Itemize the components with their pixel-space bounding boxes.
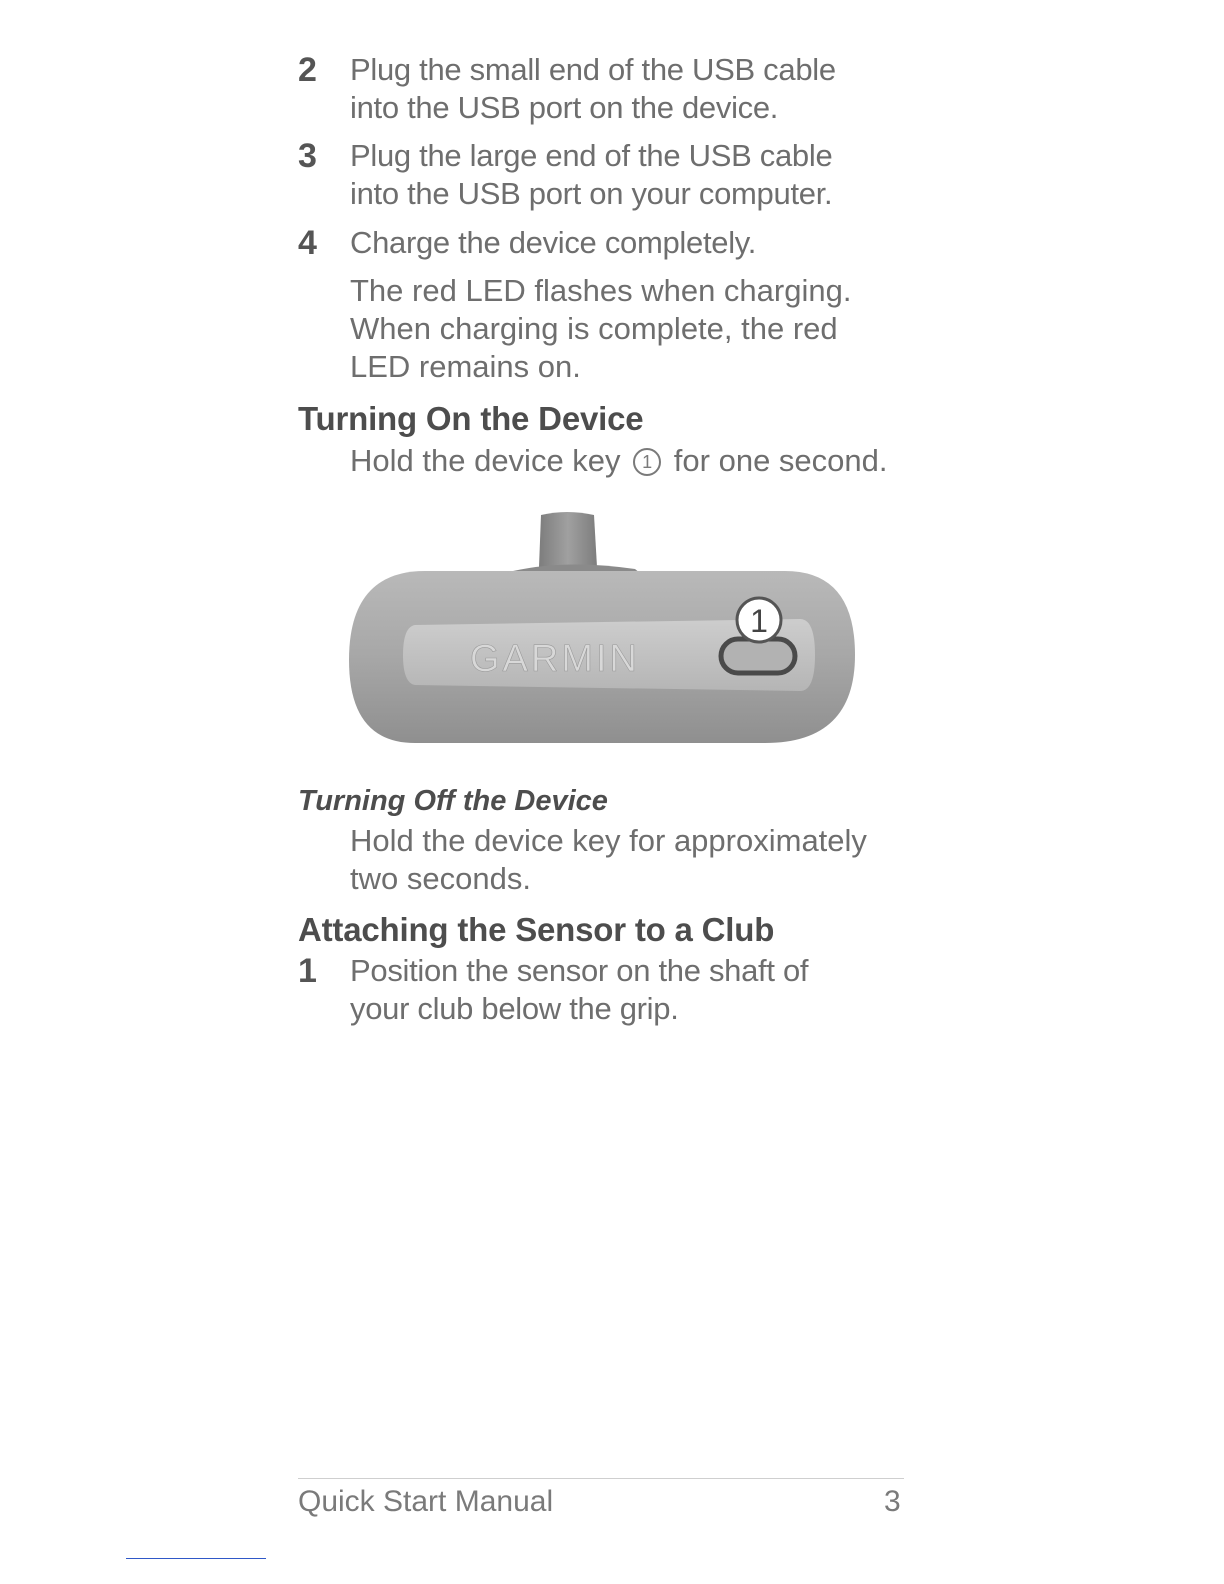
section-heading-attaching: Attaching the Sensor to a Club bbox=[298, 911, 775, 948]
instruction-text-before: Hold the device key bbox=[350, 443, 621, 478]
section-heading-turning-on: Turning On the Device bbox=[298, 400, 644, 437]
step-number: 3 bbox=[298, 137, 317, 175]
step-text: Plug the small end of the USB cable into the USB port on the device. bbox=[350, 52, 836, 125]
charging-note: The red LED flashes when charging. When charging is complete, the red LED remains on. bbox=[350, 273, 852, 384]
callout-1-icon: 1 bbox=[633, 448, 661, 476]
device-illustration bbox=[345, 505, 860, 755]
footer-title: Quick Start Manual bbox=[298, 1485, 554, 1518]
attach-step-1 bbox=[298, 952, 918, 1028]
step-text: Charge the device completely. bbox=[350, 225, 757, 260]
corner-divider bbox=[126, 1558, 266, 1559]
step-number: 2 bbox=[298, 51, 317, 89]
step-3 bbox=[298, 137, 918, 213]
step-text: Position the sensor on the shaft of your club below the grip. bbox=[350, 953, 809, 1026]
step-number: 4 bbox=[298, 224, 317, 262]
page-number: 3 bbox=[884, 1485, 901, 1518]
brand-logo: GARMIN bbox=[470, 638, 640, 680]
instruction-text-after: for one second. bbox=[673, 443, 888, 478]
footer-divider bbox=[298, 1478, 904, 1479]
step-number: 1 bbox=[298, 952, 317, 990]
step-2 bbox=[298, 51, 918, 127]
callout-1-label: 1 bbox=[750, 603, 768, 639]
step-text: Plug the large end of the USB cable into the USB port on your computer. bbox=[350, 138, 833, 211]
device-key-button bbox=[721, 639, 795, 673]
turning-off-instruction: Hold the device key for approximately two seconds. bbox=[350, 823, 867, 896]
step-4 bbox=[298, 224, 918, 262]
connector-cap bbox=[539, 512, 597, 567]
subheading-turning-off: Turning Off the Device bbox=[298, 785, 608, 817]
turning-on-instruction bbox=[350, 442, 910, 480]
